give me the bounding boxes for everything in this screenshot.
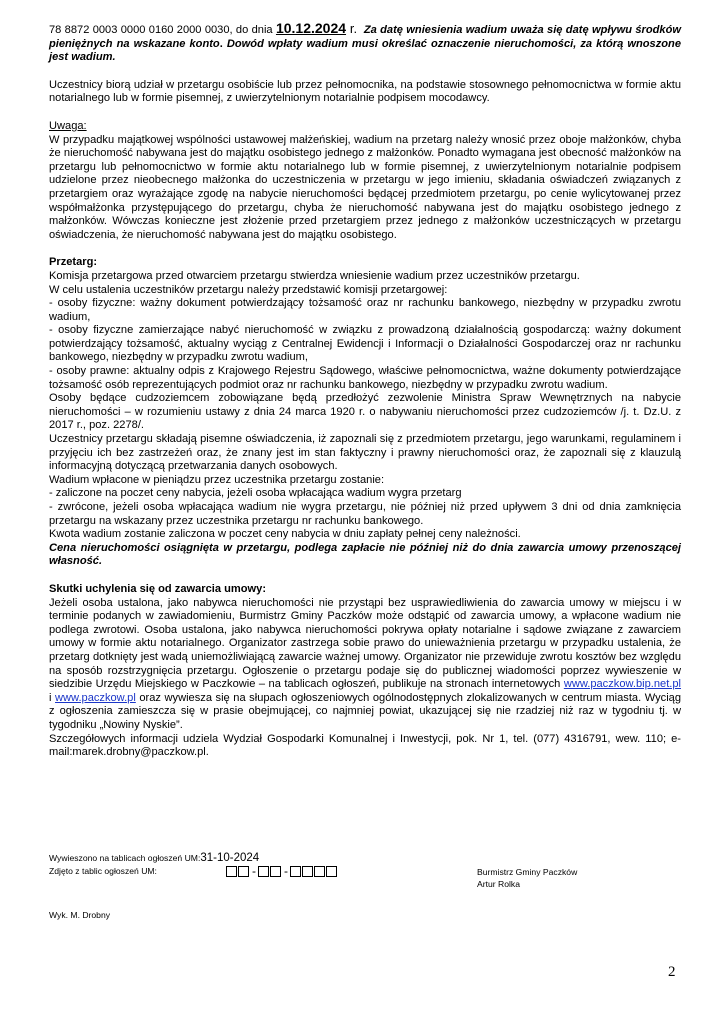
przetarg-line: - osoby prawne: aktualny odpis z Krajowego Rejestru Sądowego, właściwe pełnomocnictwa, ważne dokumenty potwierdzające tożsamość osób reprezentujących podmiot oraz nr rachunku bankowego, niezbędny w przypadku zwrotu wadium. [49, 365, 681, 391]
bip-link[interactable]: www.paczkow.bip.net.pl [563, 678, 681, 691]
prepared-by: Wyk. M. Drobny [49, 910, 111, 920]
przetarg-line: Wadium wpłacone w pieniądzu przez uczestnika przetargu zostanie: [49, 473, 385, 486]
przetarg-line: - osoby fizyczne zamierzające nabyć nieruchomość w związku z prowadzoną działalnością gospodarczą: ważny dokument potwierdzający tożsamość, aktualny wyciąg z Centralnej Ewidencji i Informacji o Działalności Gospodarczej oraz nr rachunku bankowego, niezbędny w przypadku zwrotu wadium, [49, 324, 681, 364]
skutki-text-b: oraz wywiesza się na słupach ogłoszeniowych ogólnodostępnych zlokalizowanych w centrum miasta. Wyciąg z ogłoszenia zamieszcza się w prasie obejmującej, co najmniej powiat, ukazującej się nie rzadziej niż raz w tygodniu tj. w tygodniku „Nowiny Nyskie”. [49, 691, 681, 731]
deposit-date-note: Za datę wniesienia wadium uważa się datę wpływu środków pieniężnych na wskazane konto [49, 24, 681, 50]
signer-name: Artur Rolka [477, 879, 520, 889]
skutki-text [49, 597, 681, 733]
price-payment-note: Cena nieruchomości osiągnięta w przetargu, podlega zapłacie nie później niż do dnia zawarcia umowy przenoszącej własność. [49, 541, 681, 568]
participation-paragraph: Uczestnicy biorą udział w przetargu osobiście lub przez pełnomocnika, na podstawie stosownego pełnomocnictwa w formie aktu notarialnego lub w formie pisemnej, z uwierzytelnionym notarialnie podpisem mocodawcy. [49, 78, 681, 105]
przetarg-heading: Przetarg: [49, 256, 98, 269]
removed-date-boxes: - - [226, 864, 338, 878]
deposit-proof-note: Dowód wpłaty wadium musi określać oznaczenie nieruchomości, za którą wnoszone jest wadium. [49, 37, 681, 64]
posted-line [49, 852, 689, 864]
account-number-text: 78 8872 0003 0000 0160 2000 0030, do dnia [49, 24, 276, 36]
document-body [49, 22, 681, 760]
deadline-date: 10.12.2024 [275, 20, 347, 36]
dot-separator: . [219, 37, 227, 50]
removed-line [49, 866, 689, 876]
przetarg-line: Osoby będące cudzoziemcem zobowiązane będą przedłożyć zezwolenie Ministra Spraw Wewnętrznych na nabycie nieruchomości – w rozumieniu ustawy z dnia 24 marca 1920 r. o nabywaniu nieruchomości przez cudzoziemców /j. t. Dz.U. z 2017 r., poz. 2278/. [49, 392, 681, 432]
posted-date: 31-10-2024 [200, 852, 260, 864]
page-number: 2 [668, 964, 676, 980]
removed-label: Zdjęto z tablic ogłoszeń UM: [49, 866, 157, 876]
payment-paragraph [49, 22, 681, 65]
przetarg-line: Kwota wadium zostanie zaliczona w poczet ceny nabycia w dniu zapłaty pełnej ceny należności. [49, 528, 521, 541]
przetarg-line: - zaliczone na poczet ceny nabycia, jeżeli osoba wpłacająca wadium wygra przetarg [49, 487, 462, 500]
contact-info: Szczegółowych informacji udziela Wydział Gospodarki Komunalnej i Inwestycji, pok. Nr 1, tel. (077) 4316791, wew. 110; e-mail:marek.drobny@paczkow.pl. [49, 732, 681, 759]
posted-label: Wywieszono na tablicach ogłoszeń UM: [49, 853, 201, 863]
skutki-text-a: Jeżeli osoba ustalona, jako nabywca nieruchomości nie przystąpi bez usprawiedliwienia do zawarcia umowy w miejscu i w terminie podanych w zawiadomieniu, Burmistrz Gminy Paczków może odstąpić od zawarcia umowy, a wpłacone wadium nie podlega zwrotowi. Osoba ustalona, jako nabywca nieruchomości pokrywa opłaty notarialne i sądowe związane z zawarciem umowy w formie aktu notarialnego. Organizator zastrzega sobie prawo do unieważnienia przetargu w przypadku ustalenia, że przetarg dotknięty jest wadą uniemożliwiającą zawarcie ważnej umowy. Organizator nie przewiduje zwrotu kosztów bez względu na sposób rozstrzygnięcia przetargu. Ogłoszenie o przetargu podaje się do publicznej wiadomości poprzez wywieszenie w siedzibie Urzędu Miejskiego w Paczkowie – na tablicach ogłoszeń, publikuje na stronach internetowych [49, 596, 681, 691]
website-link[interactable]: www.paczkow.pl [55, 691, 136, 704]
przetarg-line: - zwrócone, jeżeli osoba wpłacająca wadium nie wygra przetargu, nie później niż przed upływem 3 dni od dnia zamknięcia przetargu na wskazany przez uczestnika przetargu nr rachunku bankowego. [49, 501, 681, 527]
skutki-heading: Skutki uchylenia się od zawarcia umowy: [49, 582, 267, 595]
uwaga-heading: Uwaga: [49, 119, 87, 132]
przetarg-line: W celu ustalenia uczestników przetargu należy przedstawić komisji przetargowej: [49, 283, 448, 296]
signature-block [477, 866, 577, 890]
signer-title: Burmistrz Gminy Paczków [477, 867, 578, 877]
year-abbrev: r. [346, 21, 358, 36]
przetarg-line: Komisja przetargowa przed otwarciem przetargu stwierdza wniesienie wadium przez uczestników przetargu. [49, 269, 580, 282]
uwaga-text: W przypadku majątkowej wspólności ustawowej małżeńskiej, wadium na przetarg należy wnosić przez oboje małżonków, chyba że nieruchomość nabywana jest do majątku osobistego jednego z małżonków. Ponadto wymagana jest obecność małżonków na przetargu lub pełnomocnictwo w formie aktu notarialnego lub w formie pisemnej, z uwierzytelnionym notarialnie podpisem udzielone przez nieobecnego małżonka do uczestniczenia w przetargu w jego imieniu, składania oświadczeń związanych z przetargiem oraz wyrażające zgodę na nabycie nieruchomości będącej przedmiotem przetargu, po cenie wylicytowanej przez współmałżonka przystępującego do przetargu, chyba że nieruchomość nabywana jest do majątku osobistego jednego z małżonków. Wówczas konieczne jest złożenie przed przetargiem przez jednego z małżonków uczestniczących w przetargu oświadczenia, że nieruchomość nabywana jest do majątku osobistego. [49, 133, 681, 241]
link-separator: i [49, 691, 56, 704]
przetarg-line: - osoby fizyczne: ważny dokument potwierdzający tożsamość oraz nr rachunku bankowego, niezbędny w przypadku zwrotu wadium, [49, 297, 681, 323]
przetarg-line: Uczestnicy przetargu składają pisemne oświadczenia, iż zapoznali się z przedmiotem przetargu, jego warunkami, regulaminem i przyjęciu ich bez zastrzeżeń oraz, że znany jest im stan faktyczny i prawny nieruchomości oraz, że zapoznali się z klauzulą informacyjną dotyczącą przetwarzania danych osobowych. [49, 433, 681, 473]
